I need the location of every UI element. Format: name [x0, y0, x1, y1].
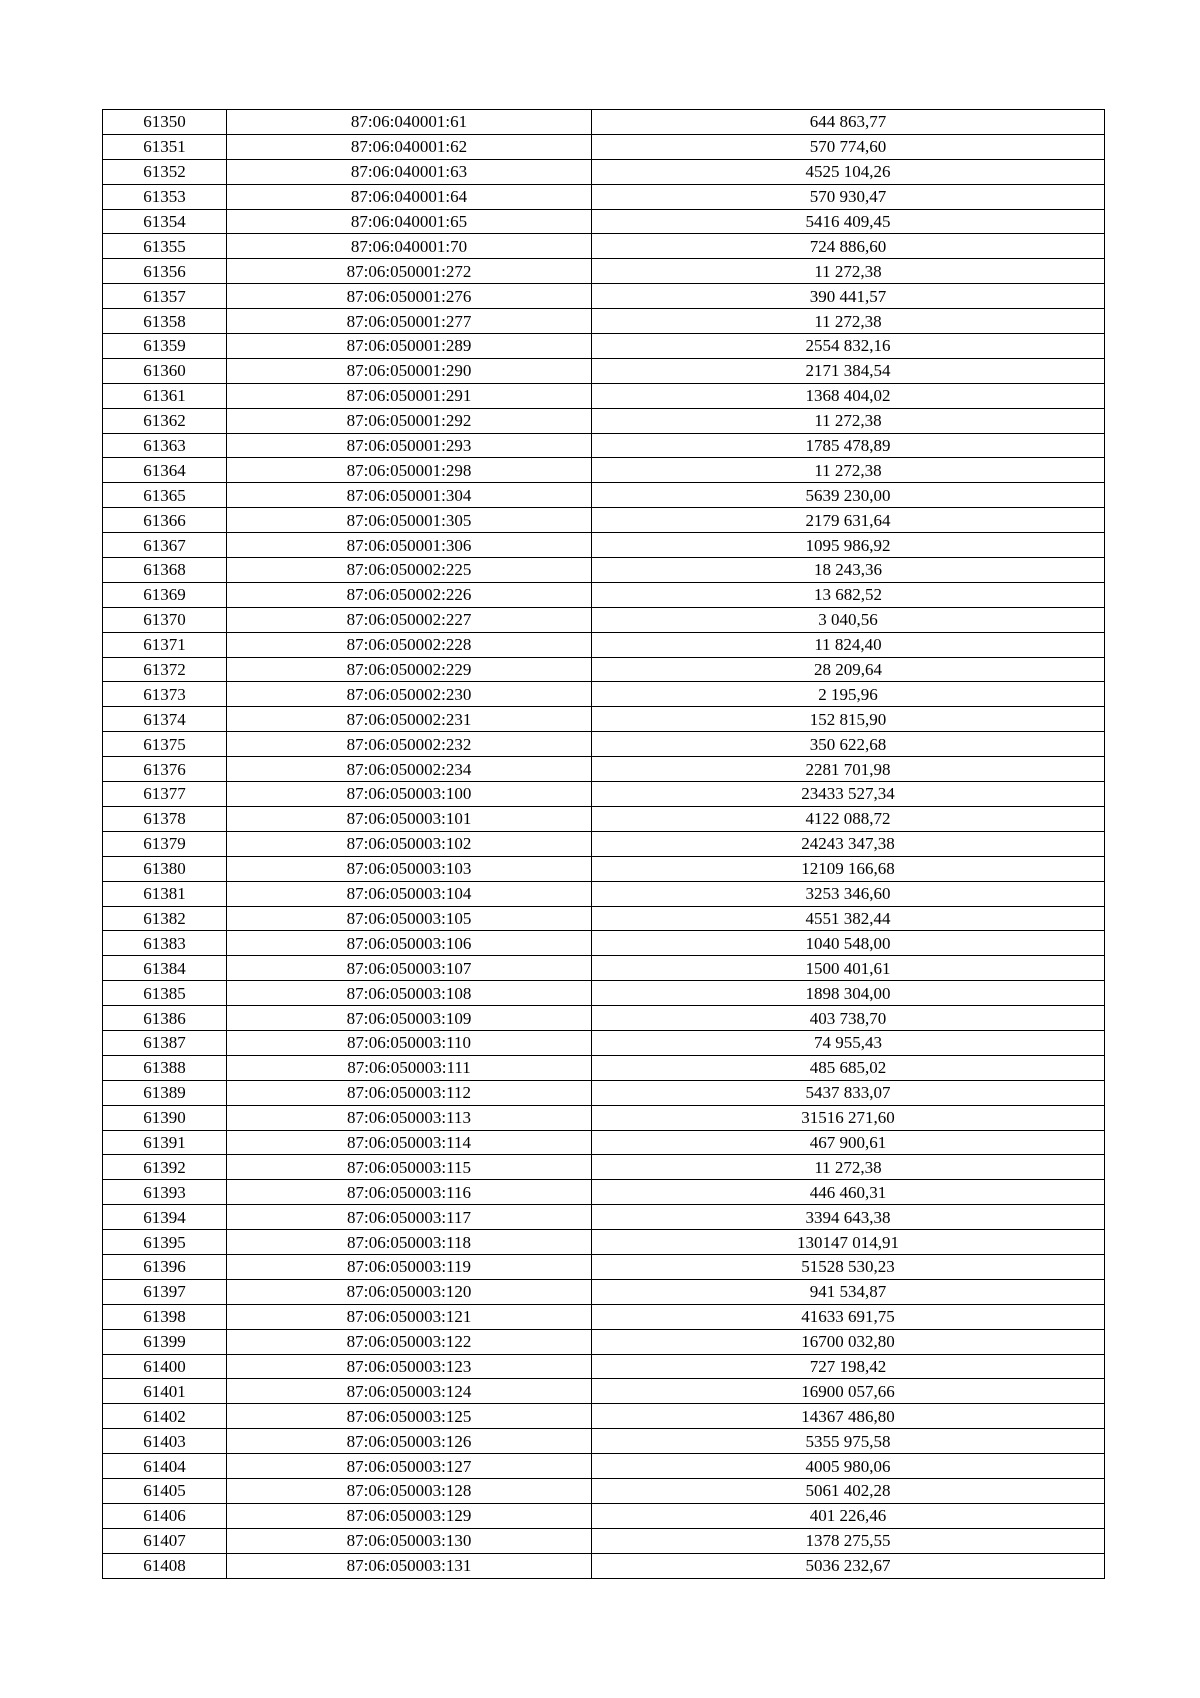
- row-number-cell: 61404: [103, 1454, 227, 1479]
- row-number-cell: 61359: [103, 334, 227, 359]
- table-row: [103, 1478, 1105, 1503]
- cadastral-value-cell: 130147 014,91: [592, 1230, 1105, 1255]
- cadastral-value-cell: 74 955,43: [592, 1030, 1105, 1055]
- row-number-cell: 61386: [103, 1006, 227, 1031]
- table-body: [103, 110, 1105, 1579]
- cadastral-value-cell: 350 622,68: [592, 732, 1105, 757]
- table-row: [103, 284, 1105, 309]
- row-number-cell: 61361: [103, 383, 227, 408]
- cadastral-value-cell: 1368 404,02: [592, 383, 1105, 408]
- cadastral-number-cell: 87:06:050003:111: [227, 1055, 592, 1080]
- table-row: [103, 1130, 1105, 1155]
- cadastral-number-cell: 87:06:050003:131: [227, 1553, 592, 1578]
- cadastral-value-cell: 5036 232,67: [592, 1553, 1105, 1578]
- cadastral-value-cell: 12109 166,68: [592, 856, 1105, 881]
- cadastral-number-cell: 87:06:050003:124: [227, 1379, 592, 1404]
- cadastral-value-table: [102, 109, 1105, 1579]
- cadastral-number-cell: 87:06:050003:121: [227, 1304, 592, 1329]
- cadastral-value-cell: 401 226,46: [592, 1503, 1105, 1528]
- row-number-cell: 61380: [103, 856, 227, 881]
- cadastral-number-cell: 87:06:050002:228: [227, 632, 592, 657]
- cadastral-value-cell: 644 863,77: [592, 110, 1105, 135]
- table-row: [103, 1254, 1105, 1279]
- cadastral-value-cell: 16700 032,80: [592, 1329, 1105, 1354]
- cadastral-number-cell: 87:06:050003:114: [227, 1130, 592, 1155]
- row-number-cell: 61382: [103, 906, 227, 931]
- cadastral-value-cell: 3253 346,60: [592, 881, 1105, 906]
- cadastral-number-cell: 87:06:050002:226: [227, 582, 592, 607]
- table-row: [103, 1180, 1105, 1205]
- cadastral-value-cell: 2171 384,54: [592, 358, 1105, 383]
- table-row: [103, 334, 1105, 359]
- row-number-cell: 61392: [103, 1155, 227, 1180]
- row-number-cell: 61374: [103, 707, 227, 732]
- row-number-cell: 61395: [103, 1230, 227, 1255]
- cadastral-number-cell: 87:06:050002:227: [227, 607, 592, 632]
- table-row: [103, 732, 1105, 757]
- cadastral-number-cell: 87:06:050003:128: [227, 1478, 592, 1503]
- cadastral-number-cell: 87:06:050003:103: [227, 856, 592, 881]
- row-number-cell: 61403: [103, 1429, 227, 1454]
- row-number-cell: 61356: [103, 259, 227, 284]
- table-row: [103, 856, 1105, 881]
- cadastral-value-cell: 23433 527,34: [592, 782, 1105, 807]
- cadastral-value-cell: 1040 548,00: [592, 931, 1105, 956]
- cadastral-number-cell: 87:06:050003:126: [227, 1429, 592, 1454]
- table-row: [103, 607, 1105, 632]
- table-row: [103, 981, 1105, 1006]
- row-number-cell: 61362: [103, 408, 227, 433]
- cadastral-number-cell: 87:06:050003:123: [227, 1354, 592, 1379]
- table-row: [103, 159, 1105, 184]
- row-number-cell: 61402: [103, 1404, 227, 1429]
- table-row: [103, 657, 1105, 682]
- cadastral-number-cell: 87:06:050001:276: [227, 284, 592, 309]
- row-number-cell: 61354: [103, 209, 227, 234]
- cadastral-number-cell: 87:06:050003:117: [227, 1205, 592, 1230]
- cadastral-number-cell: 87:06:050001:291: [227, 383, 592, 408]
- cadastral-number-cell: 87:06:050001:292: [227, 408, 592, 433]
- row-number-cell: 61385: [103, 981, 227, 1006]
- cadastral-value-cell: 5416 409,45: [592, 209, 1105, 234]
- table-row: [103, 1006, 1105, 1031]
- table-row: [103, 1080, 1105, 1105]
- table-row: [103, 831, 1105, 856]
- row-number-cell: 61383: [103, 931, 227, 956]
- cadastral-number-cell: 87:06:040001:65: [227, 209, 592, 234]
- table-row: [103, 110, 1105, 135]
- cadastral-number-cell: 87:06:050001:305: [227, 508, 592, 533]
- cadastral-value-cell: 13 682,52: [592, 582, 1105, 607]
- table-row: [103, 1379, 1105, 1404]
- cadastral-number-cell: 87:06:050001:298: [227, 458, 592, 483]
- row-number-cell: 61405: [103, 1478, 227, 1503]
- cadastral-number-cell: 87:06:050003:129: [227, 1503, 592, 1528]
- cadastral-value-cell: 5061 402,28: [592, 1478, 1105, 1503]
- cadastral-value-cell: 24243 347,38: [592, 831, 1105, 856]
- table-row: [103, 383, 1105, 408]
- cadastral-number-cell: 87:06:050003:100: [227, 782, 592, 807]
- cadastral-value-cell: 4122 088,72: [592, 806, 1105, 831]
- cadastral-value-cell: 5437 833,07: [592, 1080, 1105, 1105]
- row-number-cell: 61357: [103, 284, 227, 309]
- cadastral-value-cell: 18 243,36: [592, 558, 1105, 583]
- cadastral-value-cell: 11 272,38: [592, 1155, 1105, 1180]
- table-row: [103, 582, 1105, 607]
- row-number-cell: 61364: [103, 458, 227, 483]
- cadastral-value-cell: 1378 275,55: [592, 1528, 1105, 1553]
- cadastral-number-cell: 87:06:040001:70: [227, 234, 592, 259]
- row-number-cell: 61369: [103, 582, 227, 607]
- cadastral-value-cell: 570 930,47: [592, 184, 1105, 209]
- cadastral-value-cell: 152 815,90: [592, 707, 1105, 732]
- table-row: [103, 1304, 1105, 1329]
- cadastral-number-cell: 87:06:050001:304: [227, 483, 592, 508]
- table-row: [103, 309, 1105, 334]
- row-number-cell: 61379: [103, 831, 227, 856]
- cadastral-number-cell: 87:06:050003:115: [227, 1155, 592, 1180]
- cadastral-value-cell: 11 272,38: [592, 309, 1105, 334]
- cadastral-number-cell: 87:06:050003:130: [227, 1528, 592, 1553]
- cadastral-number-cell: 87:06:050002:232: [227, 732, 592, 757]
- row-number-cell: 61393: [103, 1180, 227, 1205]
- cadastral-value-cell: 2179 631,64: [592, 508, 1105, 533]
- table-row: [103, 533, 1105, 558]
- row-number-cell: 61388: [103, 1055, 227, 1080]
- table-row: [103, 483, 1105, 508]
- cadastral-value-cell: 41633 691,75: [592, 1304, 1105, 1329]
- cadastral-value-cell: 1095 986,92: [592, 533, 1105, 558]
- cadastral-number-cell: 87:06:050003:120: [227, 1279, 592, 1304]
- cadastral-number-cell: 87:06:050003:107: [227, 956, 592, 981]
- row-number-cell: 61360: [103, 358, 227, 383]
- table-row: [103, 1553, 1105, 1578]
- cadastral-number-cell: 87:06:050002:225: [227, 558, 592, 583]
- cadastral-number-cell: 87:06:050003:101: [227, 806, 592, 831]
- table-row: [103, 782, 1105, 807]
- cadastral-number-cell: 87:06:050002:230: [227, 682, 592, 707]
- cadastral-number-cell: 87:06:050003:119: [227, 1254, 592, 1279]
- row-number-cell: 61390: [103, 1105, 227, 1130]
- table-row: [103, 1055, 1105, 1080]
- row-number-cell: 61353: [103, 184, 227, 209]
- cadastral-value-cell: 31516 271,60: [592, 1105, 1105, 1130]
- cadastral-number-cell: 87:06:050003:122: [227, 1329, 592, 1354]
- row-number-cell: 61400: [103, 1354, 227, 1379]
- cadastral-value-cell: 1500 401,61: [592, 956, 1105, 981]
- table-row: [103, 1454, 1105, 1479]
- cadastral-value-cell: 724 886,60: [592, 234, 1105, 259]
- row-number-cell: 61351: [103, 134, 227, 159]
- table-row: [103, 632, 1105, 657]
- cadastral-number-cell: 87:06:050003:108: [227, 981, 592, 1006]
- table-row: [103, 1354, 1105, 1379]
- table-row: [103, 682, 1105, 707]
- cadastral-number-cell: 87:06:050003:106: [227, 931, 592, 956]
- table-row: [103, 806, 1105, 831]
- table-row: [103, 1230, 1105, 1255]
- row-number-cell: 61398: [103, 1304, 227, 1329]
- table-row: [103, 1205, 1105, 1230]
- row-number-cell: 61365: [103, 483, 227, 508]
- cadastral-value-cell: 446 460,31: [592, 1180, 1105, 1205]
- table-row: [103, 1329, 1105, 1354]
- row-number-cell: 61371: [103, 632, 227, 657]
- row-number-cell: 61387: [103, 1030, 227, 1055]
- row-number-cell: 61396: [103, 1254, 227, 1279]
- table-row: [103, 1429, 1105, 1454]
- cadastral-number-cell: 87:06:050002:234: [227, 757, 592, 782]
- row-number-cell: 61363: [103, 433, 227, 458]
- cadastral-value-cell: 2 195,96: [592, 682, 1105, 707]
- table-row: [103, 209, 1105, 234]
- table-row: [103, 1030, 1105, 1055]
- cadastral-number-cell: 87:06:050001:272: [227, 259, 592, 284]
- cadastral-number-cell: 87:06:050001:306: [227, 533, 592, 558]
- table-row: [103, 433, 1105, 458]
- cadastral-value-cell: 2554 832,16: [592, 334, 1105, 359]
- cadastral-value-cell: 5355 975,58: [592, 1429, 1105, 1454]
- row-number-cell: 61377: [103, 782, 227, 807]
- cadastral-value-cell: 11 272,38: [592, 259, 1105, 284]
- row-number-cell: 61389: [103, 1080, 227, 1105]
- table-row: [103, 1503, 1105, 1528]
- row-number-cell: 61378: [103, 806, 227, 831]
- cadastral-number-cell: 87:06:050003:118: [227, 1230, 592, 1255]
- cadastral-number-cell: 87:06:040001:64: [227, 184, 592, 209]
- cadastral-number-cell: 87:06:050003:113: [227, 1105, 592, 1130]
- table-row: [103, 508, 1105, 533]
- row-number-cell: 61381: [103, 881, 227, 906]
- cadastral-number-cell: 87:06:050001:290: [227, 358, 592, 383]
- row-number-cell: 61408: [103, 1553, 227, 1578]
- cadastral-value-cell: 3 040,56: [592, 607, 1105, 632]
- row-number-cell: 61358: [103, 309, 227, 334]
- row-number-cell: 61367: [103, 533, 227, 558]
- cadastral-number-cell: 87:06:050001:277: [227, 309, 592, 334]
- row-number-cell: 61399: [103, 1329, 227, 1354]
- cadastral-value-cell: 1898 304,00: [592, 981, 1105, 1006]
- cadastral-value-cell: 51528 530,23: [592, 1254, 1105, 1279]
- row-number-cell: 61394: [103, 1205, 227, 1230]
- row-number-cell: 61397: [103, 1279, 227, 1304]
- cadastral-value-cell: 2281 701,98: [592, 757, 1105, 782]
- cadastral-value-cell: 4525 104,26: [592, 159, 1105, 184]
- cadastral-number-cell: 87:06:050001:293: [227, 433, 592, 458]
- cadastral-value-cell: 28 209,64: [592, 657, 1105, 682]
- row-number-cell: 61366: [103, 508, 227, 533]
- table-row: [103, 757, 1105, 782]
- table-row: [103, 906, 1105, 931]
- cadastral-value-cell: 11 824,40: [592, 632, 1105, 657]
- cadastral-value-cell: 1785 478,89: [592, 433, 1105, 458]
- row-number-cell: 61391: [103, 1130, 227, 1155]
- cadastral-number-cell: 87:06:050003:116: [227, 1180, 592, 1205]
- table-row: [103, 458, 1105, 483]
- table-row: [103, 956, 1105, 981]
- row-number-cell: 61376: [103, 757, 227, 782]
- table-row: [103, 931, 1105, 956]
- table-row: [103, 134, 1105, 159]
- table-row: [103, 408, 1105, 433]
- cadastral-value-cell: 4551 382,44: [592, 906, 1105, 931]
- table-row: [103, 1105, 1105, 1130]
- table-row: [103, 1404, 1105, 1429]
- row-number-cell: 61355: [103, 234, 227, 259]
- cadastral-number-cell: 87:06:050003:127: [227, 1454, 592, 1479]
- cadastral-number-cell: 87:06:050002:229: [227, 657, 592, 682]
- cadastral-number-cell: 87:06:050003:125: [227, 1404, 592, 1429]
- cadastral-number-cell: 87:06:050003:104: [227, 881, 592, 906]
- row-number-cell: 61373: [103, 682, 227, 707]
- cadastral-value-cell: 5639 230,00: [592, 483, 1105, 508]
- table-row: [103, 259, 1105, 284]
- table-row: [103, 881, 1105, 906]
- cadastral-value-cell: 14367 486,80: [592, 1404, 1105, 1429]
- row-number-cell: 61368: [103, 558, 227, 583]
- table-row: [103, 558, 1105, 583]
- row-number-cell: 61407: [103, 1528, 227, 1553]
- row-number-cell: 61375: [103, 732, 227, 757]
- cadastral-number-cell: 87:06:050002:231: [227, 707, 592, 732]
- cadastral-number-cell: 87:06:040001:62: [227, 134, 592, 159]
- row-number-cell: 61350: [103, 110, 227, 135]
- cadastral-value-cell: 4005 980,06: [592, 1454, 1105, 1479]
- cadastral-value-cell: 467 900,61: [592, 1130, 1105, 1155]
- cadastral-value-cell: 16900 057,66: [592, 1379, 1105, 1404]
- row-number-cell: 61406: [103, 1503, 227, 1528]
- cadastral-value-cell: 485 685,02: [592, 1055, 1105, 1080]
- row-number-cell: 61401: [103, 1379, 227, 1404]
- row-number-cell: 61352: [103, 159, 227, 184]
- cadastral-number-cell: 87:06:050003:102: [227, 831, 592, 856]
- cadastral-number-cell: 87:06:050003:110: [227, 1030, 592, 1055]
- cadastral-number-cell: 87:06:050003:112: [227, 1080, 592, 1105]
- cadastral-value-cell: 3394 643,38: [592, 1205, 1105, 1230]
- cadastral-value-cell: 570 774,60: [592, 134, 1105, 159]
- cadastral-value-cell: 11 272,38: [592, 458, 1105, 483]
- table-row: [103, 1528, 1105, 1553]
- cadastral-value-cell: 727 198,42: [592, 1354, 1105, 1379]
- cadastral-number-cell: 87:06:050003:109: [227, 1006, 592, 1031]
- row-number-cell: 61384: [103, 956, 227, 981]
- table-row: [103, 1155, 1105, 1180]
- cadastral-number-cell: 87:06:040001:63: [227, 159, 592, 184]
- cadastral-value-cell: 403 738,70: [592, 1006, 1105, 1031]
- table-row: [103, 1279, 1105, 1304]
- table-row: [103, 358, 1105, 383]
- table-row: [103, 707, 1105, 732]
- cadastral-value-cell: 11 272,38: [592, 408, 1105, 433]
- cadastral-number-cell: 87:06:050001:289: [227, 334, 592, 359]
- table-row: [103, 234, 1105, 259]
- cadastral-value-cell: 941 534,87: [592, 1279, 1105, 1304]
- row-number-cell: 61372: [103, 657, 227, 682]
- cadastral-value-cell: 390 441,57: [592, 284, 1105, 309]
- cadastral-number-cell: 87:06:040001:61: [227, 110, 592, 135]
- table-row: [103, 184, 1105, 209]
- row-number-cell: 61370: [103, 607, 227, 632]
- cadastral-number-cell: 87:06:050003:105: [227, 906, 592, 931]
